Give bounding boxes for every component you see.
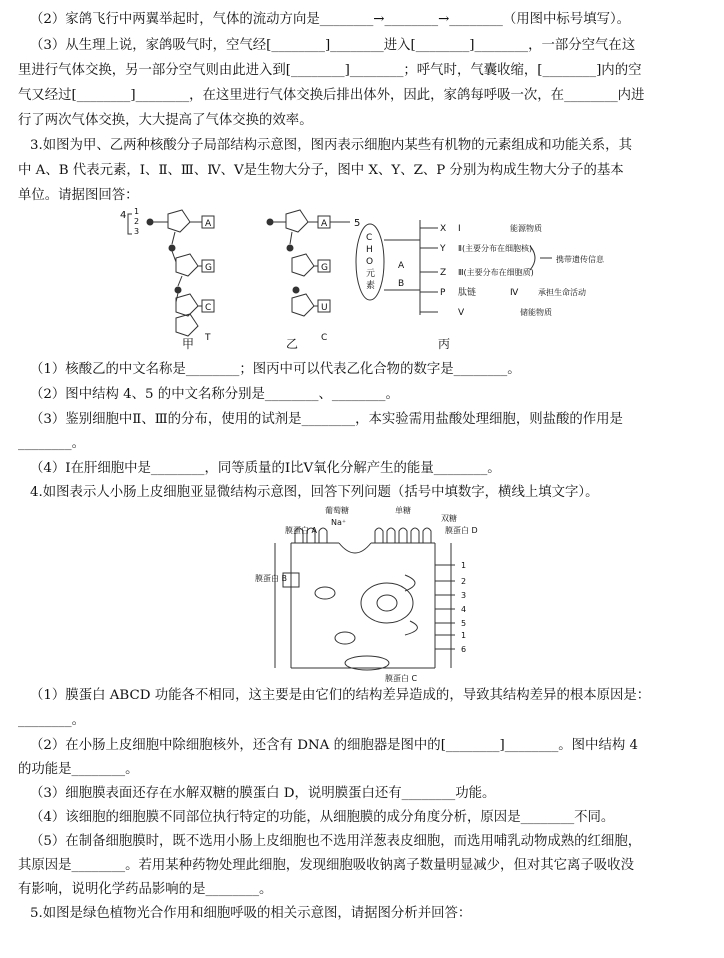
nucleic-acid-figure xyxy=(120,200,620,350)
q2-part3-line3: 气又经过[________]________，在这里进行气体交换后排出体外，因此，家鸽每呼吸一次，在________内进 xyxy=(18,88,645,103)
cho-5: 素 xyxy=(366,281,376,291)
label-r4: Ⅳ xyxy=(510,288,519,298)
base-yi-1: A xyxy=(321,219,328,229)
q4-sub1-line1: （1）膜蛋白 ABCD 功能各不相同，这主要是由它们的结构差异造成的，导致其结构差异的根本原因是： xyxy=(30,688,651,703)
label-n1: 1 xyxy=(461,561,467,570)
q4-sub5-line3: 有影响，说明化学药品影响的是________。 xyxy=(18,882,273,897)
q4-sub4: （4）该细胞的细胞膜不同部位执行特定的功能，从细胞膜的成分角度分析，原因是________不同。 xyxy=(30,810,615,825)
q5-intro: 5.如图是绿色植物光合作用和细胞呼吸的相关示意图，请据图分析并回答： xyxy=(30,906,472,921)
base-jia-4: T xyxy=(205,333,211,343)
q3-intro-line2: 中 A、B 代表元素，Ⅰ、Ⅱ、Ⅲ、Ⅳ、Ⅴ是生物大分子，图中 X、Y、Z、P 分别为构成生物大分子的基本 xyxy=(18,163,624,178)
q3-intro-line3: 单位。请据图回答： xyxy=(18,188,139,203)
label-protein-a: 膜蛋白 A xyxy=(285,526,318,535)
q3-sub4: （4）Ⅰ在肝细胞中是________，同等质量的Ⅰ比Ⅴ氧化分解产生的能量________。 xyxy=(30,461,501,476)
q2-part3-line4: 行了两次气体交换，大大提高了气体交换的效率。 xyxy=(18,113,313,128)
label-mono: 单糖 xyxy=(395,506,411,515)
label-r2: Ⅱ(主要分布在细胞核) xyxy=(458,244,533,253)
q2-part3-line1: （3）从生理上说，家鸽吸气时，空气经[________]________进入[________]________，一部分空气在这 xyxy=(30,38,636,53)
label-glucose: 葡萄糖 xyxy=(325,506,349,515)
cho-4: 元 xyxy=(366,269,376,279)
label-n1b: 1 xyxy=(461,631,467,640)
label-a: A xyxy=(398,261,405,271)
base-jia-3: C xyxy=(205,303,212,313)
label-peptide: 肽链 xyxy=(458,288,477,298)
label-n6: 6 xyxy=(461,645,467,654)
func-1: 能源物质 xyxy=(510,224,542,233)
label-r3: Ⅲ(主要分布在细胞质) xyxy=(458,268,534,277)
base-yi-3: U xyxy=(321,303,328,313)
label-z: Z xyxy=(440,268,447,278)
q4-sub5-line1: （5）在制备细胞膜时，既不选用小肠上皮细胞也不选用洋葱表皮细胞，而选用哺乳动物成熟的红细胞， xyxy=(30,834,642,849)
q2-part3-line2: 里进行气体交换，另一部分空气则由此进入到[________]________；呼气时，气囊收缩，[________]内的空 xyxy=(18,63,642,78)
func-5: 储能物质 xyxy=(520,308,552,317)
strand-jia xyxy=(147,210,214,336)
label-r5: Ⅴ xyxy=(458,308,465,318)
func-4: 承担生命活动 xyxy=(538,288,586,297)
label-y: Y xyxy=(440,244,446,254)
label-3: 3 xyxy=(134,227,140,236)
base-yi-2: G xyxy=(321,263,328,273)
caption-bing: 丙 xyxy=(438,337,451,350)
q3-sub2: （2）图中结构 4、5 的中文名称分别是________、________。 xyxy=(30,387,399,402)
label-r1: Ⅰ xyxy=(458,224,461,234)
label-protein-c: 膜蛋白 C xyxy=(385,674,418,683)
cho-3: O xyxy=(366,257,374,267)
label-x: X xyxy=(440,224,447,234)
label-n5: 5 xyxy=(461,619,467,628)
q4-sub1-line2: ________。 xyxy=(18,713,85,728)
q4-sub2-line1: （2）在小肠上皮细胞中除细胞核外，还含有 DNA 的细胞器是图中的[________]________。图中结构 4 xyxy=(30,738,639,753)
cho-1: C xyxy=(366,233,373,243)
base-jia-2: G xyxy=(205,263,212,273)
label-b: B xyxy=(398,279,405,289)
q2-part2: （2）家鸽飞行中两翼举起时，气体的流动方向是________→________→________（用图中标号填写）。 xyxy=(30,12,631,27)
label-n2: 2 xyxy=(461,577,467,586)
base-yi-4: C xyxy=(321,333,328,343)
label-na: Na⁺ xyxy=(331,518,347,527)
q4-sub5-line2: 其原因是________。若用某种药物处理此细胞，发现细胞吸收钠离子数量明显减少，但对其它离子吸收没 xyxy=(18,858,634,873)
label-n4: 4 xyxy=(461,605,467,614)
q3-intro-line1: 3.如图为甲、乙两种核酸分子局部结构示意图，图丙表示细胞内某些有机物的元素组成和功能关系，其 xyxy=(30,138,632,153)
label-n3: 3 xyxy=(461,591,467,600)
q3-sub3-line2: ________。 xyxy=(18,436,85,451)
cho-2: H xyxy=(366,245,373,255)
intestinal-cell-figure xyxy=(255,503,495,683)
q3-sub1: （1）核酸乙的中文名称是________；图丙中可以代表乙化合物的数字是________。 xyxy=(30,362,521,377)
strand-yi xyxy=(267,210,350,316)
label-4: 4 xyxy=(120,210,127,221)
q4-sub2-line2: 的功能是________。 xyxy=(18,762,139,777)
caption-yi: 乙 xyxy=(286,337,299,350)
q3-sub3-line1: （3）鉴别细胞中Ⅱ、Ⅲ的分布，使用的试剂是________，本实验需用盐酸处理细胞，则盐酸的作用是 xyxy=(30,412,623,427)
label-p: P xyxy=(440,288,446,298)
label-protein-b: 膜蛋白 B xyxy=(255,574,288,583)
label-protein-d: 膜蛋白 D xyxy=(445,526,478,535)
label-1: 1 xyxy=(134,207,140,216)
q4-sub3: （3）细胞膜表面还存在水解双糖的膜蛋白 D，说明膜蛋白还有________功能。 xyxy=(30,786,496,801)
label-5: 5 xyxy=(354,218,361,229)
label-di: 双糖 xyxy=(441,514,457,523)
func-2: 携带遗传信息 xyxy=(556,255,604,264)
q4-intro: 4.如图表示人小肠上皮细胞亚显微结构示意图，回答下列问题（括号中填数字，横线上填文字）。 xyxy=(30,485,599,500)
base-jia-1: A xyxy=(205,219,212,229)
caption-jia: 甲 xyxy=(182,337,195,350)
label-2: 2 xyxy=(134,217,140,226)
